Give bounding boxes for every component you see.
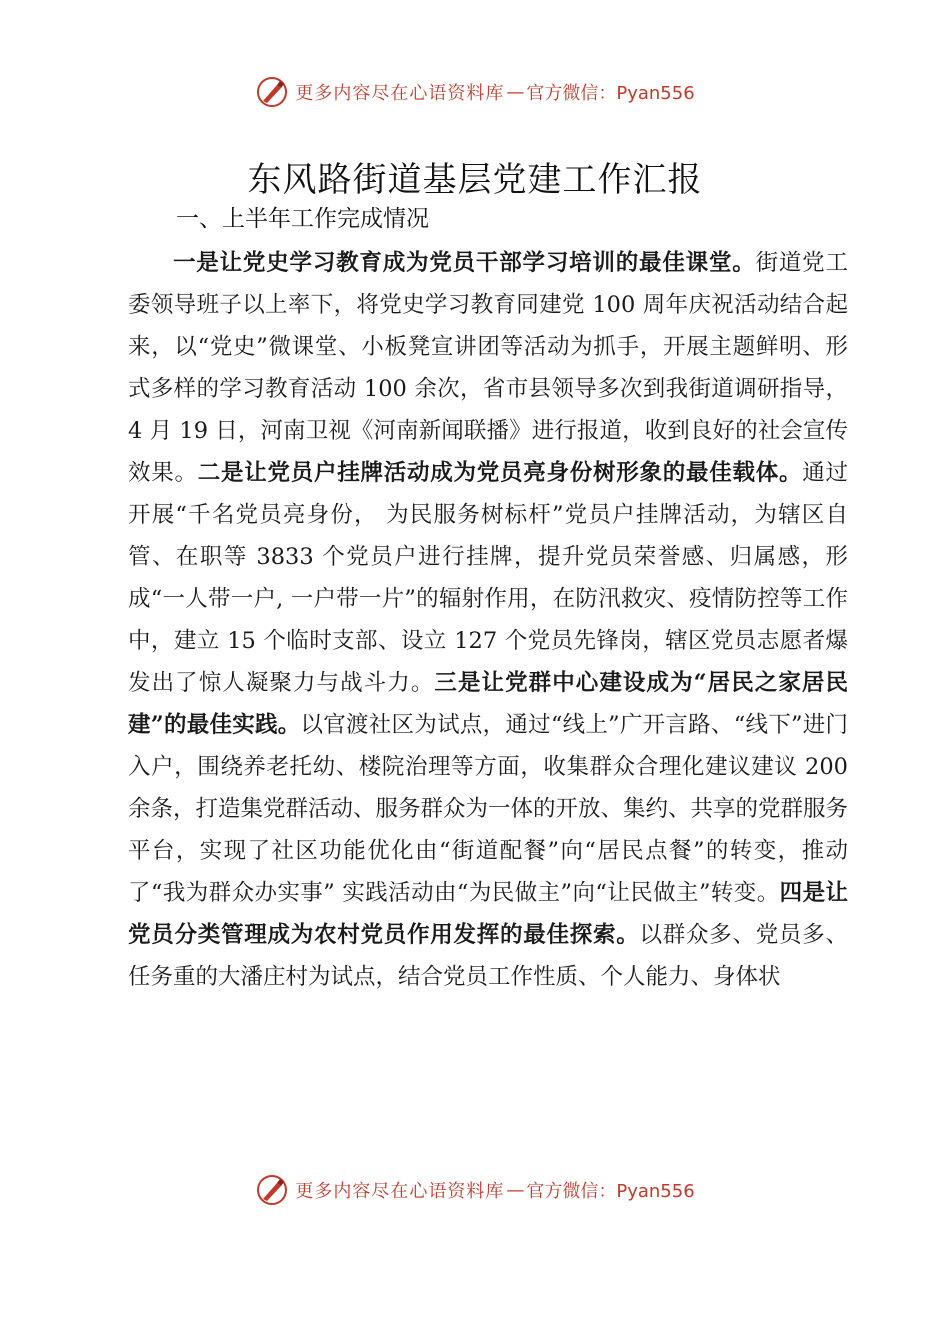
banner-wechat: 官方微信：Pyan556 xyxy=(526,1181,695,1202)
banner-dash: — xyxy=(506,1179,525,1201)
paragraph xyxy=(128,242,848,998)
banner-text: 更多内容尽在心语资料库 xyxy=(295,83,505,104)
section-heading: 一、上半年工作完成情况 xyxy=(176,206,429,232)
header-banner xyxy=(0,72,950,112)
document-body xyxy=(128,242,848,998)
bold-lead-1: 一是让党史学习教育成为党员干部学习培训的最佳课堂。 xyxy=(173,250,756,276)
bold-lead-3: 三是让党群中心建设成为“居民之家居民建”的最佳实践。 xyxy=(128,670,848,738)
text-2: 通过开展“千名党员亮身份， 为民服务树标杆”党员户挂牌活动，为辖区自管、在职等 3833 个党员户进行挂牌，提升党员荣誉感、归属感，形成“一人带一户, 一户带一片”的辐射作用，在防汛救灾、疫情防控等工作中，建立 15 个临时支部、设立 127 个党员先锋岗，辖区党员志愿者爆发出了惊人凝聚力与战斗力。 xyxy=(128,460,848,696)
bold-lead-4: 四是让党员分类管理成为农村党员作用发挥的最佳探索。 xyxy=(128,880,848,948)
document-title: 东风路街道基层党建工作汇报 xyxy=(247,160,703,200)
bold-lead-2: 二是让党员户挂牌活动成为党员亮身份树形象的最佳载体。 xyxy=(197,460,803,486)
banner-text: 更多内容尽在心语资料库 xyxy=(295,1181,505,1202)
banner-wechat: 官方微信：Pyan556 xyxy=(526,83,695,104)
banner-dash: — xyxy=(506,81,525,103)
footer-banner xyxy=(0,1170,950,1210)
text-3: 以官渡社区为试点，通过“线上”广开言路、“线下”进门入户，围绕养老托幼、楼院治理等方面，收集群众合理化建议建议 200 余条，打造集党群活动、服务群众为一体的开放、集约、共享的党群服务平台，实现了社区功能优化由“街道配餐”向“居民点餐”的转变，推动了“我为群众办实事” 实践活动由“为民做主”向“让民做主”转变。 xyxy=(128,712,849,906)
text-4: 以群众多、党员多、任务重的大潘庄村为试点，结合党员工作性质、个人能力、身体状 xyxy=(128,922,848,990)
text-1: 街道党工委领导班子以上率下，将党史学习教育同建党 100 周年庆祝活动结合起来，以“党史”微课堂、小板凳宣讲团等活动为抓手，开展主题鲜明、形式多样的学习教育活动 100 余次，省市县领导多次到我街道调研指导，4 月 19 日，河南卫视《河南新闻联播》进行报道，收到良好的社会宣传效果。 xyxy=(128,250,848,486)
pen-logo-icon xyxy=(255,1173,289,1207)
pen-logo-icon xyxy=(255,75,289,109)
